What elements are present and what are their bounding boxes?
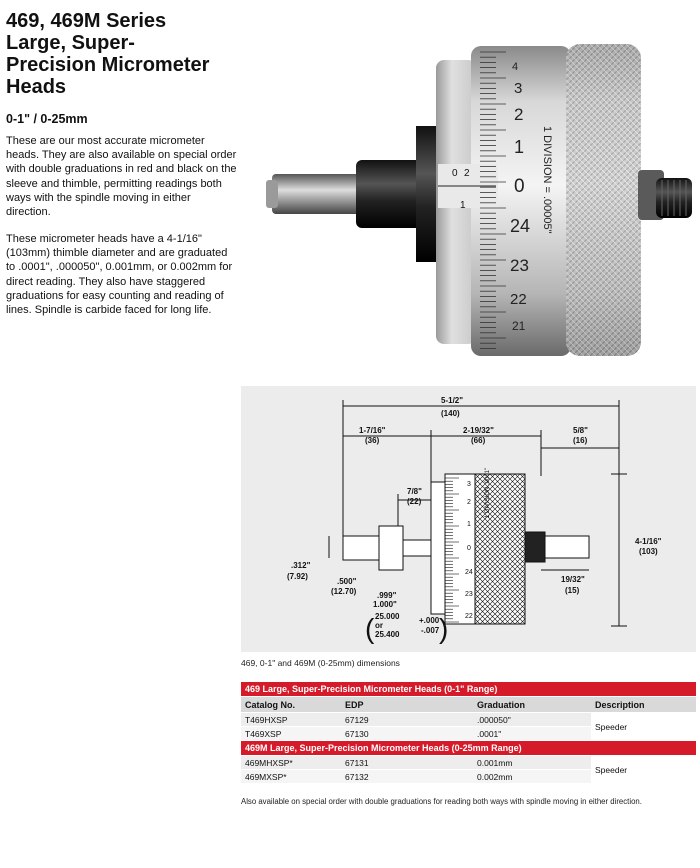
paren-right: ) bbox=[439, 613, 449, 644]
dim-label: 25.400 bbox=[375, 630, 400, 639]
product-title bbox=[6, 10, 242, 98]
dim-label: 5-1/2" bbox=[441, 396, 464, 405]
dimension-drawing bbox=[241, 386, 696, 652]
catalog-cell: T469XSP bbox=[241, 727, 341, 741]
catalog-cell: 469MXSP* bbox=[241, 770, 341, 784]
description-cell: Speeder bbox=[591, 756, 696, 784]
catalog-cell: T469HXSP bbox=[241, 713, 341, 727]
drum-number: 24 bbox=[465, 569, 473, 576]
diagram-caption: 469, 0-1" and 469M (0-25mm) dimensions bbox=[241, 658, 400, 668]
micrometer-head-photo bbox=[266, 38, 696, 360]
description-paragraph: These micrometer heads have a 4-1/16" (103mm) thimble diameter and are graduated to .0001", .000050", 0.001mm, or 0.002mm for direct reading. They also have staggered graduations for easy counting and reading of lines. Spindle is carbide faced for long life. bbox=[6, 233, 233, 317]
table-section-header: 469 Large, Super-Precision Micrometer Heads (0-1" Range) bbox=[241, 682, 696, 697]
edp-cell: 67129 bbox=[341, 713, 473, 727]
dim-label: (7.92) bbox=[287, 572, 308, 581]
dim-label: +.000 bbox=[419, 616, 440, 625]
table-row bbox=[241, 756, 696, 770]
title-line: Precision Micrometer bbox=[6, 54, 210, 76]
knurl-line bbox=[475, 629, 525, 652]
dim-label: (140) bbox=[441, 409, 460, 418]
paren-left: ( bbox=[365, 613, 375, 644]
dim-label: 5/8" bbox=[573, 426, 588, 435]
dim-label: (36) bbox=[365, 436, 380, 445]
column-header: Description bbox=[591, 697, 696, 713]
dim-label: 7/8" bbox=[407, 487, 422, 496]
catalog-cell: 469MHXSP* bbox=[241, 756, 341, 770]
graduation-cell: .000050" bbox=[473, 713, 591, 727]
dim-label: .999" bbox=[377, 591, 397, 600]
dim-label: .500" bbox=[337, 577, 357, 586]
vernier-bottom-label: 1 bbox=[460, 200, 466, 211]
knurl-line bbox=[475, 624, 525, 652]
dim-label: (12.70) bbox=[331, 587, 357, 596]
description-cell: Speeder bbox=[591, 713, 696, 741]
dimension-diagram bbox=[241, 386, 696, 652]
graduation-cell: 0.001mm bbox=[473, 756, 591, 770]
dim-label: or bbox=[375, 621, 383, 630]
drum-number: 24 bbox=[510, 216, 531, 236]
dim-label: (103) bbox=[639, 547, 658, 556]
drum-number: 3 bbox=[467, 481, 471, 488]
spec-table bbox=[241, 682, 696, 784]
dim-label: 25.000 bbox=[375, 612, 400, 621]
drum-number: 2 bbox=[467, 499, 471, 506]
dim-label: (66) bbox=[471, 436, 486, 445]
column-header: Graduation bbox=[473, 697, 591, 713]
graduation-cell: .0001" bbox=[473, 727, 591, 741]
dim-label: 2-19/32" bbox=[463, 426, 494, 435]
drum-legend: 1 DIVISION = .00005" bbox=[541, 126, 553, 234]
range-subtitle: 0-1" / 0-25mm bbox=[6, 112, 88, 126]
edp-cell: 67132 bbox=[341, 770, 473, 784]
drum-number: 23 bbox=[510, 256, 529, 275]
footnote: Also available on special order with double graduations for reading both ways with spindle moving in either direction. bbox=[241, 797, 642, 806]
edp-cell: 67131 bbox=[341, 756, 473, 770]
column-header: Catalog No. bbox=[241, 697, 341, 713]
drum-number: 1 bbox=[514, 137, 525, 157]
knurl-line bbox=[475, 629, 525, 652]
drum-number: 0 bbox=[467, 545, 471, 552]
dim-label: -.007 bbox=[421, 626, 440, 635]
graduation-cell: 0.002mm bbox=[473, 770, 591, 784]
knurl-line bbox=[475, 624, 525, 652]
dim-label: 1-7/16" bbox=[359, 426, 386, 435]
table-row bbox=[241, 713, 696, 727]
title-line: Large, Super- bbox=[6, 32, 135, 54]
drum-number: 23 bbox=[465, 591, 473, 598]
title-line: 469, 469M Series bbox=[6, 10, 167, 32]
drum-number: 1 bbox=[467, 521, 471, 528]
dim-label: (15) bbox=[565, 586, 580, 595]
drum-number: 22 bbox=[465, 613, 473, 620]
dim-label: (16) bbox=[573, 436, 588, 445]
dim-label: .312" bbox=[291, 561, 311, 570]
vernier-top-label: 2 bbox=[464, 168, 470, 179]
drum-number: 2 bbox=[514, 105, 524, 124]
dim-label: 4-1/16" bbox=[635, 537, 662, 546]
drum-number: 4 bbox=[512, 61, 519, 73]
dim-label: (22) bbox=[407, 497, 422, 506]
vernier-top-label: 0 bbox=[452, 168, 458, 179]
title-line: Heads bbox=[6, 76, 67, 98]
drum-number: 0 bbox=[514, 176, 525, 197]
drum-legend: 1 DIVISION .0001" bbox=[485, 467, 491, 518]
column-header: EDP bbox=[341, 697, 473, 713]
dim-label: 1.000" bbox=[373, 600, 397, 609]
description-paragraph: These are our most accurate micrometer heads. They are also available on special order with double graduations in red and black on the sleeve and thimble, permitting readings both ways with the spindle moving in either direction. bbox=[6, 135, 237, 219]
drum-number: 22 bbox=[510, 291, 527, 308]
table-section-header: 469M Large, Super-Precision Micrometer Heads (0-25mm Range) bbox=[241, 741, 696, 756]
drum-number: 3 bbox=[514, 80, 523, 97]
edp-cell: 67130 bbox=[341, 727, 473, 741]
drum-number: 21 bbox=[512, 319, 526, 333]
dim-label: 19/32" bbox=[561, 575, 585, 584]
